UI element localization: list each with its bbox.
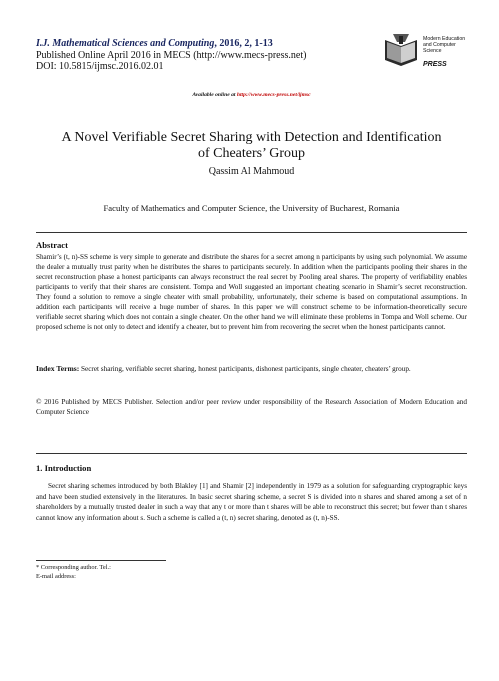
author-affiliation: Faculty of Mathematics and Computer Science, the University of Bucharest, Romania [103, 203, 400, 213]
journal-title: I.J. Mathematical Sciences and Computing [36, 38, 215, 49]
footnote-rule [36, 560, 166, 561]
paper-page [36, 0, 467, 681]
author-name: Qassim Al Mahmoud [208, 166, 295, 177]
available-label: Available online at [192, 92, 237, 98]
copyright-notice: © 2016 Published by MECS Publisher. Selection and/or peer review under responsibility of the Research Association of Modern Education and Computer Science [36, 398, 467, 416]
journal-url-link[interactable]: http://www.mecs-press.net/ijmsc [236, 92, 311, 98]
footnote-corresponding: * Corresponding author. Tel.: [36, 564, 111, 571]
available-online [36, 92, 467, 98]
section-heading: 1. Introduction [36, 463, 92, 473]
published-line: Published Online April 2016 in MECS (http://www.mecs-press.net) [36, 49, 307, 61]
title-line2: of Cheaters’ Group [197, 146, 306, 161]
mecs-press-logo [381, 30, 467, 74]
abstract-heading: Abstract [36, 240, 68, 250]
logo-line1: Modern Education [423, 36, 466, 42]
index-terms-text: Secret sharing, verifiable secret sharing, honest participants, dishonest participants, single cheater, cheaters’ group. [79, 365, 411, 373]
book-logo-icon [381, 30, 421, 70]
introduction-text: Secret sharing schemes introduced by both Blakley [1] and Shamir [2] independently in 1979 as a solution for safeguarding cryptographic keys and have been studied extensively in the literatures. In basic secret sharing scheme, a secret S is divided into n shares and shared among a set of n shareholders by a mutually trusted dealer in such a way that any t or more than t shares will be able to reconstruct this secret; but fewer than t shares cannot know any information about s. Such a scheme is called a (t, n) secret sharing, denoted as (t, n)-SS. [36, 482, 467, 522]
journal-header [36, 38, 467, 78]
logo-press: PRESS [423, 61, 447, 68]
index-terms-label: Index Terms: [36, 364, 80, 373]
paper-title [36, 130, 467, 162]
journal-issue: , 2016, 2, 1-13 [214, 38, 273, 49]
logo-text [423, 36, 467, 54]
index-terms [36, 364, 467, 374]
footnote-email: E-mail address: [36, 573, 76, 580]
logo-line2: and Computer Science [423, 42, 456, 54]
title-line1: A Novel Verifiable Secret Sharing with Detection and Identification [61, 130, 442, 145]
doi-line: DOI: 10.5815/ijmsc.2016.02.01 [36, 61, 164, 72]
abstract-bottom-rule [36, 453, 467, 454]
abstract-text: Shamir’s (t, n)-SS scheme is very simple to generate and distribute the shares for a secret among n participants by using such polynomial. We assume the dealer a mutually trust parity when he distributes the shares to participants securely. In addition when the participants pooling their shares in the secret reconstruction phase a honest participants can always reconstruct the real secret by Pooling areal shares. The property of verifiability enables participants to verify that their shares are consistent. Tompa and Woll suggested an important cheating scenario in Shamir’s secret reconstruction. They found a solution to remove a single cheater with small probability, unfortunately, their scheme is based on computational assumptions. In addition each participants will receive a huge number of shares. In this paper we will construct scheme to be information-theoretically secure verifiable secret sharing which does not contain a single cheater. On the other hand we will eliminate these problems in Tompa and Woll scheme. Our proposed scheme is not only to detect and identify a cheater, but to prevent him from recovering the secret when the honest participants cannot. [36, 253, 467, 331]
abstract-top-rule [36, 232, 467, 233]
